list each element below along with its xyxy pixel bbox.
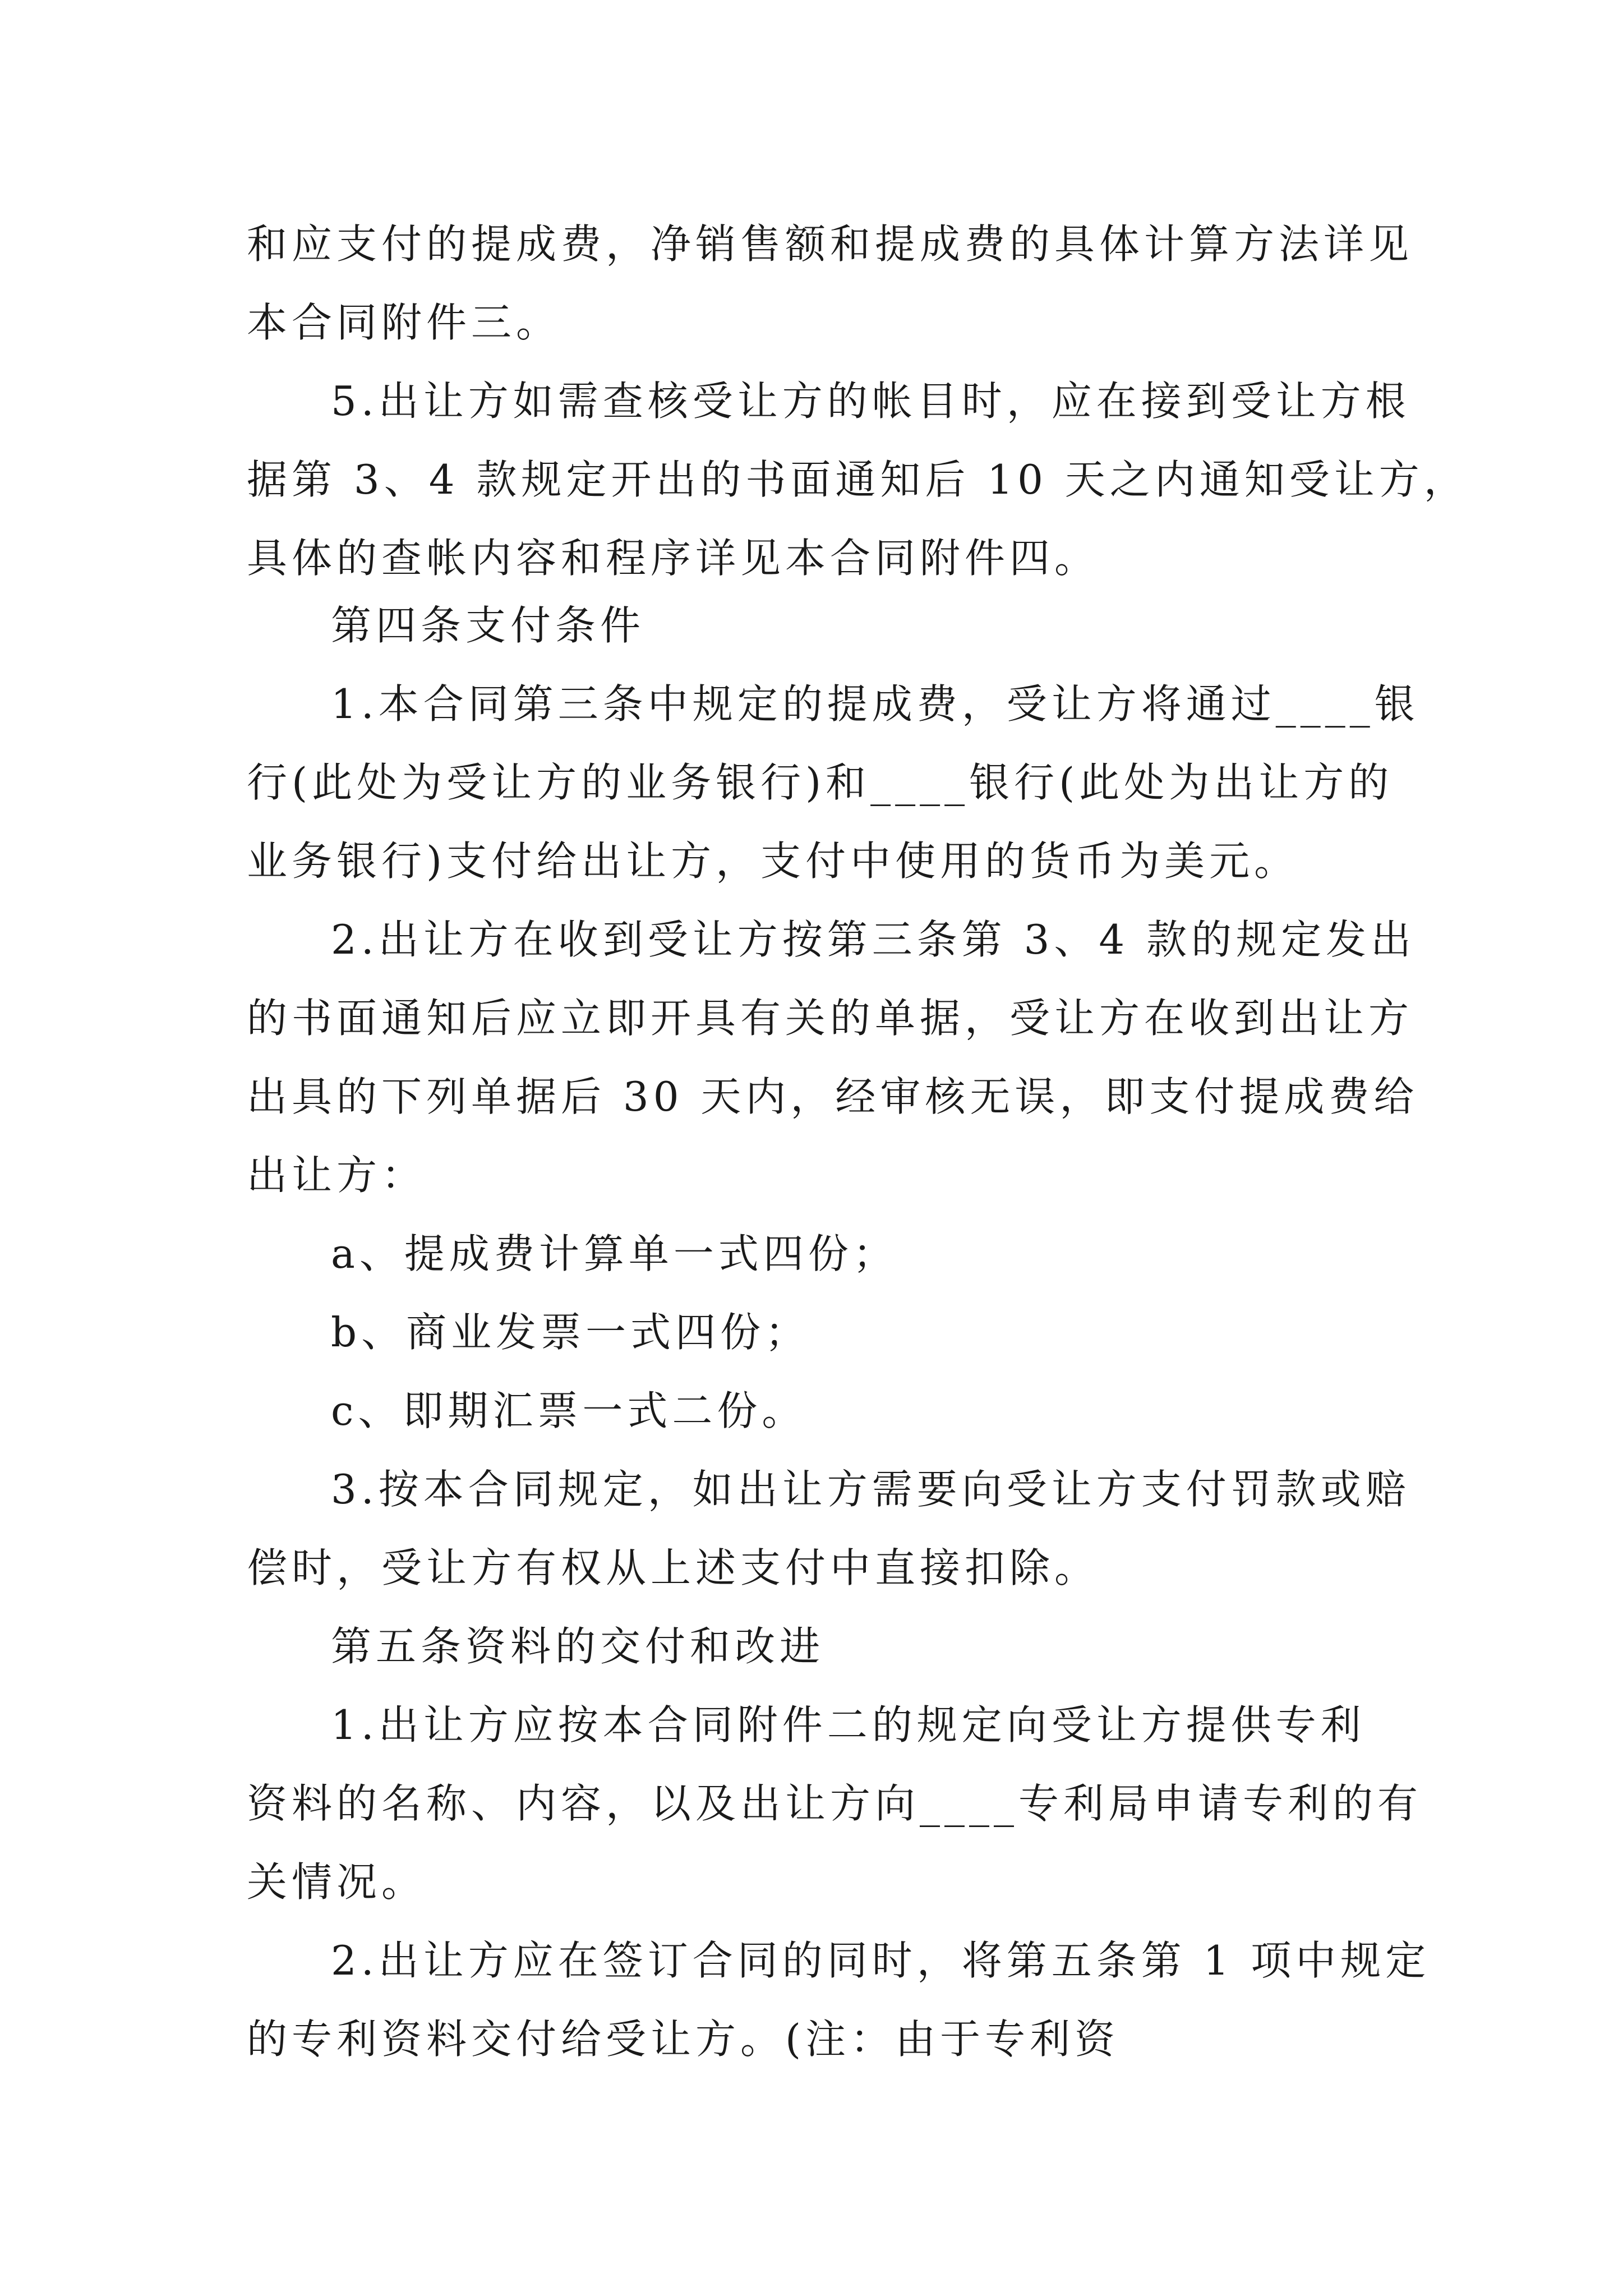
text-line: 关情况。 bbox=[247, 1858, 427, 1906]
text-line: 出具的下列单据后 30 天内，经审核无误，即支付提成费给 bbox=[247, 1073, 1419, 1120]
section-heading: 第五条资料的交付和改进 bbox=[331, 1623, 825, 1670]
text-line: 具体的查帐内容和程序详见本合同附件四。 bbox=[247, 535, 1100, 582]
text-line: 行(此处为受让方的业务银行)和____银行(此处为出让方的 bbox=[247, 759, 1394, 806]
text-line: 3.按本合同规定，如出让方需要向受让方支付罚款或赔 bbox=[331, 1466, 1410, 1513]
list-item: a、提成费计算单一式四份； bbox=[331, 1230, 898, 1277]
text-line: 资料的名称、内容，以及出让方向____专利局申请专利的有 bbox=[247, 1780, 1423, 1827]
text-line: 1.本合同第三条中规定的提成费，受让方将通过____银 bbox=[331, 680, 1419, 728]
text-line: 5.出让方如需查核受让方的帐目时，应在接到受让方根 bbox=[331, 378, 1410, 425]
list-item: c、即期汇票一式二份。 bbox=[331, 1387, 807, 1434]
text-line: 的书面通知后应立即开具有关的单据，受让方在收到出让方 bbox=[247, 995, 1414, 1042]
text-line: 本合同附件三。 bbox=[247, 299, 561, 346]
text-line: 出让方： bbox=[247, 1152, 427, 1199]
text-line: 的专利资料交付给受让方。(注：由于专利资 bbox=[247, 2016, 1120, 2063]
section-heading: 第四条支付条件 bbox=[331, 602, 645, 649]
text-line: 据第 3、4 款规定开出的书面通知后 10 天之内通知受让方， bbox=[247, 456, 1469, 503]
text-line: 2.出让方在收到受让方按第三条第 3、4 款的规定发出 bbox=[331, 916, 1416, 963]
text-line: 业务银行)支付给出让方，支付中使用的货币为美元。 bbox=[247, 838, 1299, 885]
text-line: 和应支付的提成费，净销售额和提成费的具体计算方法详见 bbox=[247, 220, 1414, 268]
text-line: 2.出让方应在签订合同的同时，将第五条第 1 项中规定 bbox=[331, 1937, 1431, 1984]
text-line: 1.出让方应按本合同附件二的规定向受让方提供专利 bbox=[331, 1701, 1366, 1749]
list-item: b、商业发票一式四份； bbox=[331, 1309, 810, 1356]
text-line: 偿时，受让方有权从上述支付中直接扣除。 bbox=[247, 1544, 1100, 1591]
